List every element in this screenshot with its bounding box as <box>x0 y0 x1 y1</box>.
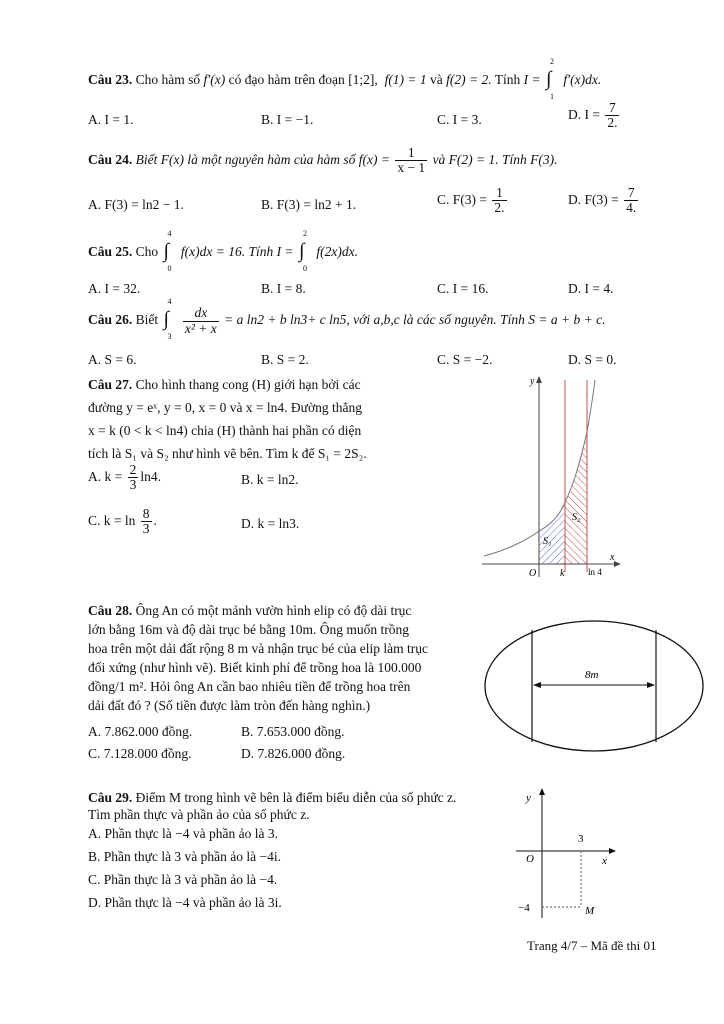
q26-option-c: C. S = −2. <box>437 352 493 367</box>
q26-stem <box>88 297 606 341</box>
q25-text: Cho <box>135 244 159 260</box>
q25-int2-body: f(2x)dx. <box>316 244 358 260</box>
integral-sign: ∫ 2 1 <box>546 57 555 101</box>
q23-option-c: C. I = 3. <box>437 112 482 127</box>
q23-option-a: A. I = 1. <box>88 112 134 127</box>
q27-line-1: Câu 27. Cho hình thang cong (H) giới hạn bởi các <box>88 377 361 392</box>
arrow-up-icon <box>539 788 545 795</box>
arrow-right-icon <box>614 561 621 567</box>
q29-option-c: C. Phần thực là 3 và phần ảo là −4. <box>88 872 278 887</box>
q24-option-c: C. F(3) = $\frac{1}{2.}$ <box>437 185 505 216</box>
q26-option-d: D. S = 0. <box>568 352 617 367</box>
q29-figure <box>512 786 622 922</box>
q27-line-4: tích là S₁ và S₂ như hình vẽ bên. Tìm k để S₁ = 2S₂. <box>88 446 367 461</box>
integral-sign: ∫ 2 0 <box>298 229 307 273</box>
q26-text: Biết <box>135 312 159 328</box>
q28-line-5: đồng/1 m². Hỏi ông An cần bao nhiêu tiền để trồng hoa trên <box>88 679 411 694</box>
q26-text-b: = a ln2 + b ln3+ c ln5, với a,b,c là các số nguyên. Tính S = a + b + c. <box>224 312 606 328</box>
q28-option-a: A. 7.862.000 đồng. <box>88 724 193 739</box>
q23-and: và <box>430 72 443 88</box>
q23-option-b: B. I = −1. <box>261 112 314 127</box>
q23-text-b: có đạo hàm trên đoạn <box>228 72 345 88</box>
q26-option-b: B. S = 2. <box>261 352 309 367</box>
q27-figure <box>472 372 622 584</box>
q29-label-minus4: −4 <box>518 902 530 914</box>
q29-option-d: D. Phần thực là −4 và phần ảo là 3i. <box>88 895 282 910</box>
arrow-right-icon <box>609 848 616 854</box>
q27-label-s1: S₁ <box>543 536 552 547</box>
q27-label-ln4: ln 4 <box>588 567 602 577</box>
integral-sign: ∫ 4 0 <box>163 229 172 273</box>
q27-line-2: đường y = eˣ, y = 0, x = 0 và x = ln4. Đường thẳng <box>88 400 362 415</box>
q28-option-c: C. 7.128.000 đồng. <box>88 746 192 761</box>
q29-label-y: y <box>526 792 531 804</box>
q27-label-x: x <box>610 552 615 563</box>
q29-label-o: O <box>526 853 534 865</box>
q29-line-2: Tìm phần thực và phần ảo của số phức z. <box>88 807 310 822</box>
q29-line-1: Câu 29. Điểm M trong hình vẽ bên là điểm biểu diễn của số phức z. <box>88 790 457 805</box>
q27-label-y: y <box>530 376 535 387</box>
q24-text: Biết F(x) là một nguyên hàm của hàm số f(x) = <box>135 151 390 167</box>
q29-option-b: B. Phần thực là 3 và phần ảo là −4i. <box>88 849 282 864</box>
q24-stem <box>88 146 558 175</box>
q28-line-1: Câu 28. Ông An có một mảnh vườn hình elip có độ dài trục <box>88 603 412 618</box>
q29-label-m: M <box>585 905 595 917</box>
q29-label-x: x <box>602 855 607 867</box>
q25-int1-body: f(x)dx = 16. Tính I = <box>180 244 294 260</box>
page-footer: Trang 4/7 – Mã đề thi 01 <box>527 938 657 953</box>
q23-ask: Tính <box>494 72 521 88</box>
q28-line-4: đối xứng (như hình vẽ). Biết kinh phí để trồng hoa là 100.000 <box>88 660 422 675</box>
q27-s2-region <box>565 432 587 564</box>
q27-line-3: x = k (0 < k < ln4) chia (H) thành hai phần có diện <box>88 423 362 438</box>
q23-cond2: f(2) = 2. <box>446 72 492 88</box>
q28-width-label: 8m <box>585 669 599 681</box>
q27-option-d: D. k = ln3. <box>241 516 300 531</box>
q29-stem <box>88 789 498 823</box>
q27-label-o: O <box>529 568 537 579</box>
q25-label: Câu 25. <box>88 244 133 260</box>
q23-interval: [1;2], <box>348 72 378 88</box>
arrow-right-icon <box>647 682 655 688</box>
q27-stem <box>88 375 410 463</box>
q28-line-3: hoa trên một dải đất rộng 8 m và nhận trục bé của elip làm trục <box>88 641 429 656</box>
q23-label: Câu 23. <box>88 72 133 88</box>
q28-ellipse <box>485 621 703 751</box>
arrow-left-icon <box>533 682 541 688</box>
q28-figure <box>482 618 708 756</box>
q23-func: f′(x) <box>203 72 226 88</box>
arrow-up-icon <box>536 376 542 383</box>
q24-option-a: A. F(3) = ln2 − 1. <box>88 197 184 212</box>
q27-option-b: B. k = ln2. <box>241 472 299 487</box>
q27-option-a: A. k = $\frac{2}{3}$ ln4. <box>88 462 162 493</box>
q24-option-b: B. F(3) = ln2 + 1. <box>261 197 357 212</box>
q23-cond1: f(1) = 1 <box>384 72 427 88</box>
q27-label-k: k <box>560 568 565 579</box>
q25-option-c: C. I = 16. <box>437 281 489 296</box>
q28-stem <box>88 601 463 715</box>
q23-text: Cho hàm số <box>135 72 201 88</box>
q26-fraction: $\frac{dx}{\text{x² + x}}$ <box>184 305 217 336</box>
q28-option-d: D. 7.826.000 đồng. <box>241 746 346 761</box>
q23-integrand: f′(x)dx. <box>563 72 602 88</box>
q29-label-3: 3 <box>578 833 584 845</box>
q27-s1-region <box>539 502 565 564</box>
q28-line-2: lớn bằng 16m và độ dài trục bé bằng 10m. Ông muốn trồng <box>88 622 409 637</box>
q25-option-b: B. I = 8. <box>261 281 306 296</box>
q28-line-6: dải đất đó ? (Số tiền được làm tròn đến hàng nghìn.) <box>88 698 371 713</box>
q28-option-b: B. 7.653.000 đồng. <box>241 724 345 739</box>
q29-option-a: A. Phần thực là −4 và phần ảo là 3. <box>88 826 279 841</box>
q24-fraction: $\frac{1}{x - 1}$ <box>397 145 426 176</box>
q26-label: Câu 26. <box>88 312 133 328</box>
q27-option-c: C. k = ln $\frac{8}{3}$ . <box>88 506 157 537</box>
q24-label: Câu 24. <box>88 151 133 167</box>
integral-sign: ∫ 4 3 <box>163 297 172 341</box>
q25-stem <box>88 229 358 273</box>
q24-text-b: và F(2) = 1. Tính F(3). <box>432 151 558 167</box>
q24-option-d: D. F(3) = $\frac{7}{4.}$ <box>568 185 637 216</box>
q25-option-a: A. I = 32. <box>88 281 141 296</box>
q27-label-s2: S₂ <box>572 512 581 523</box>
q26-option-a: A. S = 6. <box>88 352 137 367</box>
q23-stem <box>88 57 602 101</box>
q25-option-d: D. I = 4. <box>568 281 614 296</box>
q23-option-d: D. I = $\frac{7}{2.}$ <box>568 100 618 131</box>
q23-I-lhs: I = <box>523 72 541 88</box>
